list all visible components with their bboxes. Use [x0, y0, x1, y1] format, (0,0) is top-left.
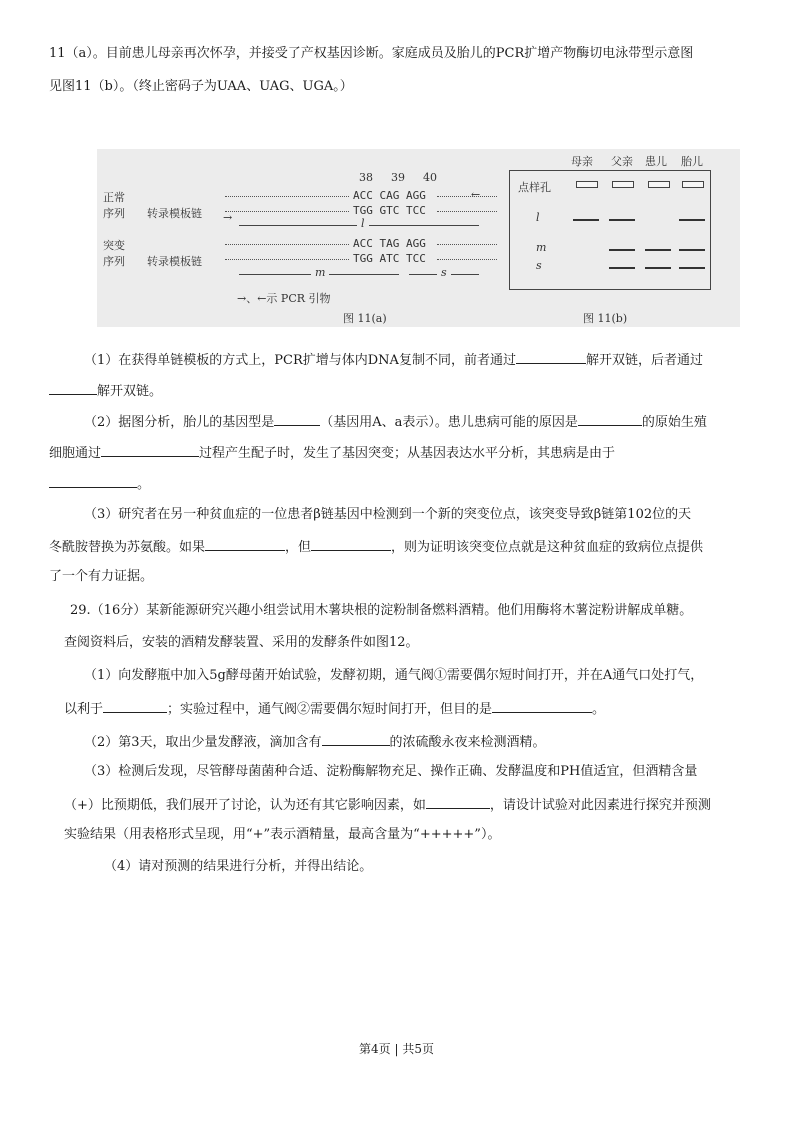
- figure-11b-caption: 图 11(b): [583, 312, 628, 325]
- q3-blank-2[interactable]: [311, 537, 391, 551]
- mutant-template-label: 转录模板链: [147, 255, 202, 268]
- gel-band-m-father: [609, 249, 635, 251]
- primer-arrow-left: ←: [471, 188, 481, 201]
- codon-39: 39: [391, 171, 405, 184]
- q1-text-c: 解开双链。: [97, 384, 163, 399]
- q29-blank-2[interactable]: [492, 699, 592, 713]
- normal-top-seq: ACC CAG AGG: [353, 189, 426, 202]
- gel-row-m: m: [536, 241, 547, 254]
- q29-p1-line-1: （1）向发酵瓶中加入5g酵母菌开始试验，发酵初期，通气阀①需要偶尔短时间打开，并在A通气口处打气，: [84, 668, 704, 683]
- q29-line-2: 查阅资料后，安装的酒精发酵装置、采用的发酵条件如图12。: [64, 635, 419, 650]
- q2-line-2: [49, 443, 615, 463]
- q29-blank-1[interactable]: [103, 699, 167, 713]
- gel-band-m-fetus: [679, 249, 705, 251]
- q2-blank-4[interactable]: [49, 474, 137, 488]
- q3-line-3: 了一个有力证据。: [49, 569, 154, 584]
- gel-well-fetus: [682, 181, 704, 188]
- codon-40: 40: [423, 171, 437, 184]
- normal-bottom-strand-right: [437, 211, 497, 212]
- mutant-label-2: 序列: [103, 255, 125, 268]
- normal-label-2: 序列: [103, 207, 125, 220]
- q1-blank-1[interactable]: [516, 350, 586, 364]
- gel-row-l: l: [536, 211, 540, 224]
- gel-well-mother: [576, 181, 598, 188]
- mutant-top-seq: ACC TAG AGG: [353, 237, 426, 250]
- q3-blank-1[interactable]: [205, 537, 285, 551]
- q29-p1-text-c: ；实验过程中，通气阀②需要偶尔短时间打开，但目的是: [167, 702, 493, 717]
- q29-p1-text-d: 。: [592, 702, 606, 717]
- q29-p2-text-a: （2）第3天，取出少量发酵液，滴加含有: [84, 735, 322, 750]
- q1-blank-2[interactable]: [49, 381, 97, 395]
- l-span-label: l: [357, 217, 369, 230]
- q2-text-f: 。: [137, 477, 151, 492]
- q1-line-2: [49, 381, 162, 401]
- q29-blank-4[interactable]: [426, 795, 490, 809]
- q29-line-1: 29.（16分）某新能源研究兴趣小组尝试用木薯块根的淀粉制备燃料酒精。他们用酶将木薯淀粉讲解成单糖。: [70, 603, 693, 618]
- q2-blank-1[interactable]: [274, 412, 320, 426]
- normal-top-strand: [225, 196, 349, 197]
- gel-band-s-fetus: [679, 267, 705, 269]
- gel-band-s-father: [609, 267, 635, 269]
- q2-line-1: [84, 412, 707, 432]
- normal-bottom-seq: TGG GTC TCC: [353, 204, 426, 217]
- normal-label-1: 正常: [103, 191, 125, 204]
- mutant-bottom-strand-right: [437, 259, 497, 260]
- mutant-bottom-seq: TGG ATC TCC: [353, 252, 426, 265]
- q29-p4-line: （4）请对预测的结果进行分析，并得出结论。: [104, 859, 373, 874]
- primer-legend: →、←示 PCR 引物: [237, 292, 331, 305]
- q2-text-d: 细胞通过: [49, 446, 102, 461]
- gel-header-mother: 母亲: [571, 155, 593, 168]
- gel-header-fetus: 胎儿: [681, 155, 703, 168]
- q2-text-b: （基因用A、a表示）。患儿患病可能的原因是: [320, 415, 578, 430]
- gel-well-patient: [648, 181, 670, 188]
- q29-p3-text-c: ，请设计试验对此因素进行探究并预测: [489, 798, 711, 813]
- normal-top-strand-right: [437, 196, 497, 197]
- q3-line-2: [49, 537, 703, 557]
- normal-bottom-strand: [225, 211, 349, 212]
- gel-box: [509, 170, 711, 290]
- q29-p3-text-b: （+）比预期低，我们展开了讨论，认为还有其它影响因素，如: [64, 798, 426, 813]
- q29-p2-text-b: 的浓硫酸永夜来检测酒精。: [389, 735, 546, 750]
- q1-text-b: 解开双链，后者通过: [585, 353, 703, 368]
- s-span-label: s: [437, 266, 451, 279]
- q3-text-b: 冬酰胺替换为苏氨酸。如果: [49, 540, 206, 555]
- q2-blank-3[interactable]: [101, 443, 199, 457]
- gel-row-wells: 点样孔: [518, 181, 551, 194]
- q1-line-1: [84, 350, 703, 370]
- mutant-bottom-strand: [225, 259, 349, 260]
- page-footer: 第4页 | 共5页: [359, 1042, 434, 1056]
- q2-line-3: [49, 474, 150, 494]
- q3-text-d: ，则为证明该突变位点就是这种贫血症的致病位点提供: [391, 540, 704, 555]
- m-span-label: m: [311, 266, 329, 279]
- gel-header-patient: 患儿: [645, 155, 667, 168]
- q3-line-1: （3）研究者在另一种贫血症的一位患者β链基因中检测到一个新的突变位点，该突变导致β链第102位的天: [84, 507, 692, 522]
- q29-p1-line-2: [64, 699, 605, 719]
- mutant-top-strand-right: [437, 244, 497, 245]
- q29-p1-text-b: 以利于: [64, 702, 104, 717]
- gel-header-father: 父亲: [611, 155, 633, 168]
- gel-band-l-fetus: [679, 219, 705, 221]
- intro-line-1: 11（a）。目前患儿母亲再次怀孕，并接受了产权基因诊断。家庭成员及胎儿的PCR扩增产物酶切电泳带型示意图: [49, 46, 694, 61]
- gel-row-s: s: [536, 259, 542, 272]
- figure-11a-caption: 图 11(a): [343, 312, 387, 325]
- gel-band-s-patient: [645, 267, 671, 269]
- mutant-label-1: 突变: [103, 239, 125, 252]
- q29-p3-line-1: （3）检测后发现，尽管酵母菌菌种合适、淀粉酶解物充足、操作正确、发酵温度和PH值适宜，但酒精含量: [84, 764, 698, 779]
- q3-text-c: ，但: [285, 540, 312, 555]
- figure-11: [97, 149, 740, 327]
- normal-template-label: 转录模板链: [147, 207, 202, 220]
- gel-well-father: [612, 181, 634, 188]
- q29-p3-line-2: [64, 795, 711, 815]
- primer-arrow-right: →: [223, 211, 233, 224]
- q2-text-a: （2）据图分析，胎儿的基因型是: [84, 415, 275, 430]
- codon-38: 38: [359, 171, 373, 184]
- intro-line-2: 见图11（b）。（终止密码子为UAA、UAG、UGA。）: [49, 79, 353, 94]
- q1-text-a: （1）在获得单链模板的方式上，PCR扩增与体内DNA复制不同，前者通过: [84, 353, 516, 368]
- q2-blank-2[interactable]: [578, 412, 642, 426]
- q29-p3-line-3: 实验结果（用表格形式呈现，用“+”表示酒精量，最高含量为“+++++”）。: [64, 827, 501, 842]
- q2-text-e: 过程产生配子时，发生了基因突变；从基因表达水平分析，其患病是由于: [199, 446, 616, 461]
- gel-band-l-mother: [573, 219, 599, 221]
- q29-blank-3[interactable]: [322, 732, 390, 746]
- q29-p2-line: [84, 732, 546, 752]
- gel-band-l-father: [609, 219, 635, 221]
- mutant-top-strand: [225, 244, 349, 245]
- q2-text-c: 的原始生殖: [641, 415, 707, 430]
- gel-band-m-patient: [645, 249, 671, 251]
